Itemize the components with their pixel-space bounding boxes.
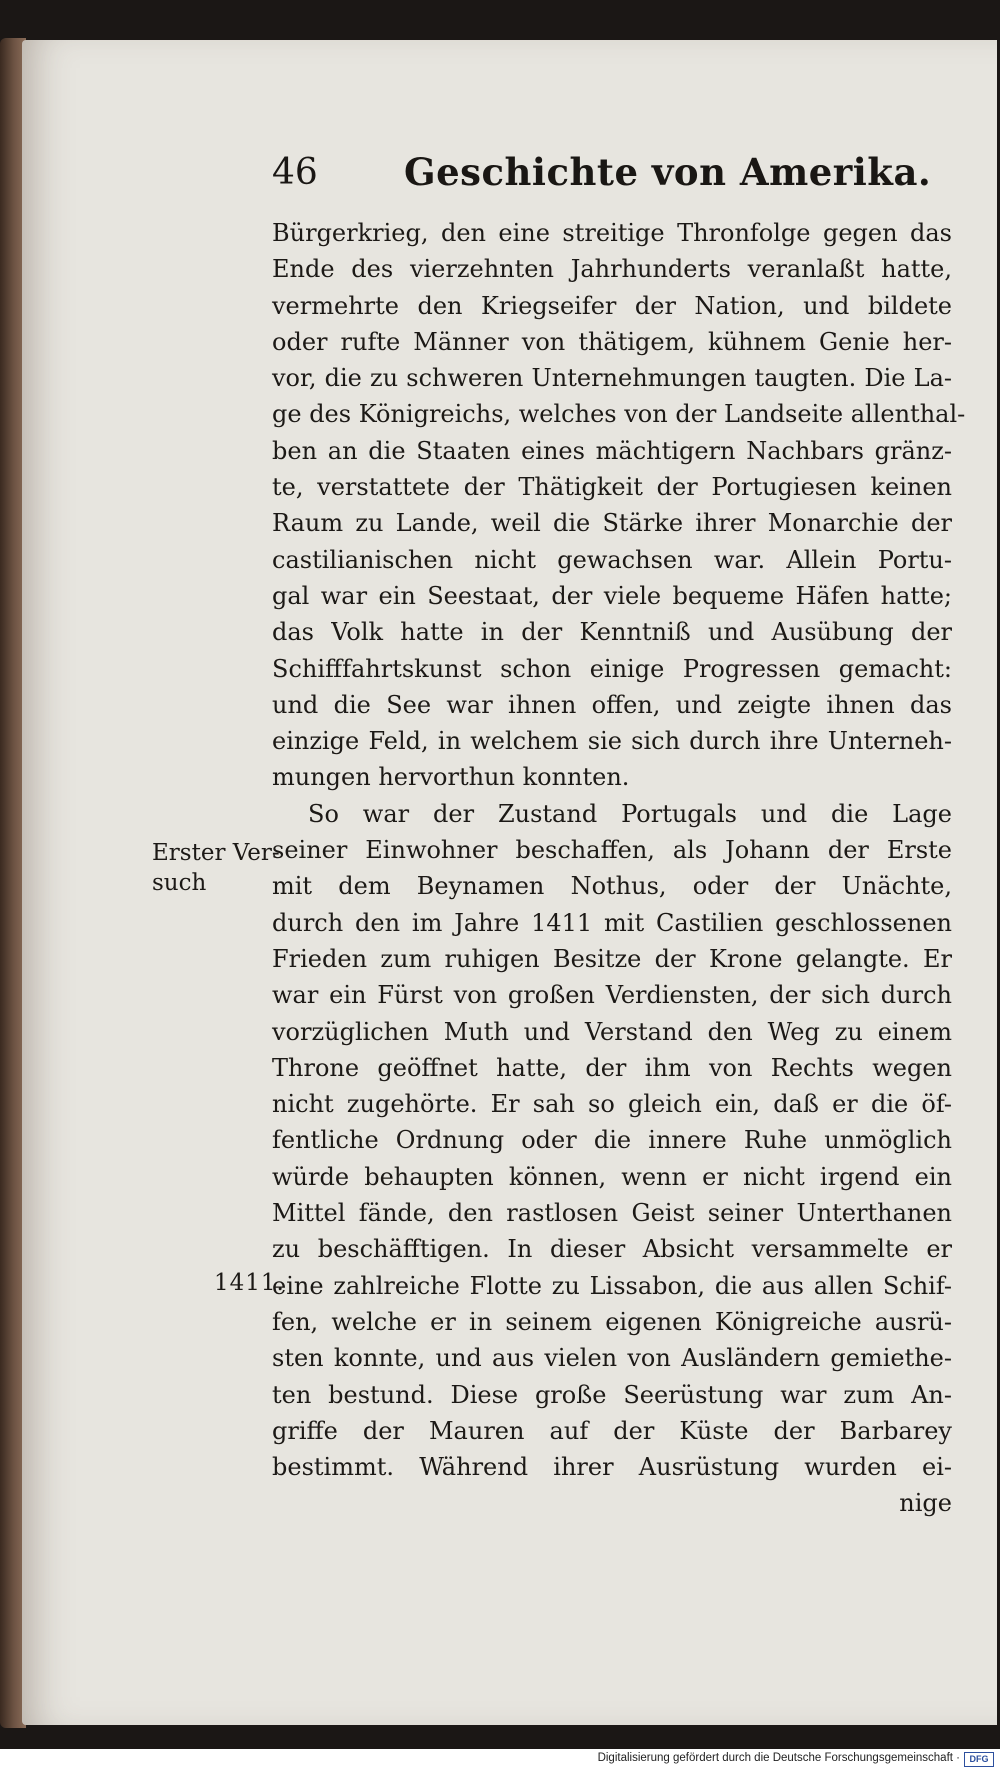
text-line: castilianischen nicht gewachsen war. Allein Portu- xyxy=(272,545,952,574)
text-line: Ende des vierzehnten Jahrhunderts veranlaßt hatte, xyxy=(272,255,952,284)
marginal-note xyxy=(152,838,280,898)
text-line: te, verstattete der Thätigkeit der Portugiesen keinen xyxy=(272,473,952,502)
text-line: Mittel fände, den rastlosen Geist seiner Unterthanen xyxy=(272,1199,952,1228)
page-header xyxy=(272,152,972,202)
text-line: und die See war ihnen offen, und zeigte ihnen das xyxy=(272,690,952,719)
text-line: vor, die zu schweren Unternehmungen taugten. Die La- xyxy=(272,364,952,393)
footer-credit: Digitalisierung gefördert durch die Deutsche Forschungsgemeinschaft · xyxy=(597,1752,960,1764)
text-line: So war der Zustand Portugals und die Lage xyxy=(308,799,952,828)
text-line: ten bestund. Diese große Seerüstung war zum An- xyxy=(272,1380,952,1409)
footer-bar xyxy=(0,1749,1000,1771)
text-line: seiner Einwohner beschaffen, als Johann der Erste xyxy=(272,836,952,865)
text-line: Raum zu Lande, weil die Stärke ihrer Monarchie der xyxy=(272,509,952,538)
marginal-year: 1411. xyxy=(214,1270,285,1296)
text-line: nicht zugehörte. Er sah so gleich ein, daß er die öf- xyxy=(272,1090,952,1119)
text-line: würde behaupten können, wenn er nicht irgend ein xyxy=(272,1162,952,1191)
text-line: Frieden zum ruhigen Besitze der Krone gelangte. Er xyxy=(272,944,952,973)
text-line: Bürgerkrieg, den eine streitige Thronfolge gegen das xyxy=(272,219,952,247)
body-text xyxy=(272,215,966,1522)
marginal-note-line: such xyxy=(152,870,207,896)
text-line: Throne geöffnet hatte, der ihm von Rechts wegen xyxy=(272,1053,952,1082)
running-head: Geschichte von Amerika. xyxy=(404,150,932,194)
page-number: 46 xyxy=(272,152,318,193)
text-line: war ein Fürst von großen Verdiensten, der sich durch xyxy=(272,981,952,1010)
text-line: griffe der Mauren auf der Küste der Barbarey xyxy=(272,1416,952,1445)
text-line: Schifffahrtskunst schon einige Progressen gemacht: xyxy=(272,654,952,683)
dfg-logo: DFG xyxy=(964,1752,994,1767)
text-line: vorzüglichen Muth und Verstand den Weg zu einem xyxy=(272,1017,952,1046)
text-line: mit dem Beynamen Nothus, oder der Unächte, xyxy=(272,872,952,901)
text-line: durch den im Jahre 1411 mit Castilien geschlossenen xyxy=(272,908,952,937)
catchword: nige xyxy=(899,1489,952,1518)
text-line: sten konnte, und aus vielen von Ausländern gemiethe- xyxy=(272,1344,952,1373)
text-line: zu beschäfftigen. In dieser Absicht versammelte er xyxy=(272,1235,952,1264)
text-line: vermehrte den Kriegseifer der Nation, und bildete xyxy=(272,291,952,320)
text-line: das Volk hatte in der Kenntniß und Ausübung der xyxy=(272,618,952,647)
text-line: mungen hervorthun konnten. xyxy=(272,763,630,792)
text-line: fen, welche er in seinem eigenen Königreiche ausrü- xyxy=(272,1307,952,1336)
text-line: eine zahlreiche Flotte zu Lissabon, die aus allen Schif- xyxy=(272,1271,952,1300)
text-line: gal war ein Seestaat, der viele bequeme Häfen hatte; xyxy=(272,581,952,610)
text-line: ge des Königreichs, welches von der Landseite allenthal- xyxy=(272,400,966,429)
text-line: oder rufte Männer von thätigem, kühnem Genie her- xyxy=(272,327,952,356)
text-line: einzige Feld, in welchem sie sich durch ihre Unterneh- xyxy=(272,727,952,756)
text-line: ben an die Staaten eines mächtigern Nachbars gränz- xyxy=(272,436,952,465)
text-line: fentliche Ordnung oder die innere Ruhe unmöglich xyxy=(272,1126,952,1155)
text-line: bestimmt. Während ihrer Ausrüstung wurden ei- xyxy=(272,1453,952,1482)
marginal-note-line: Erster Ver- xyxy=(152,840,280,866)
